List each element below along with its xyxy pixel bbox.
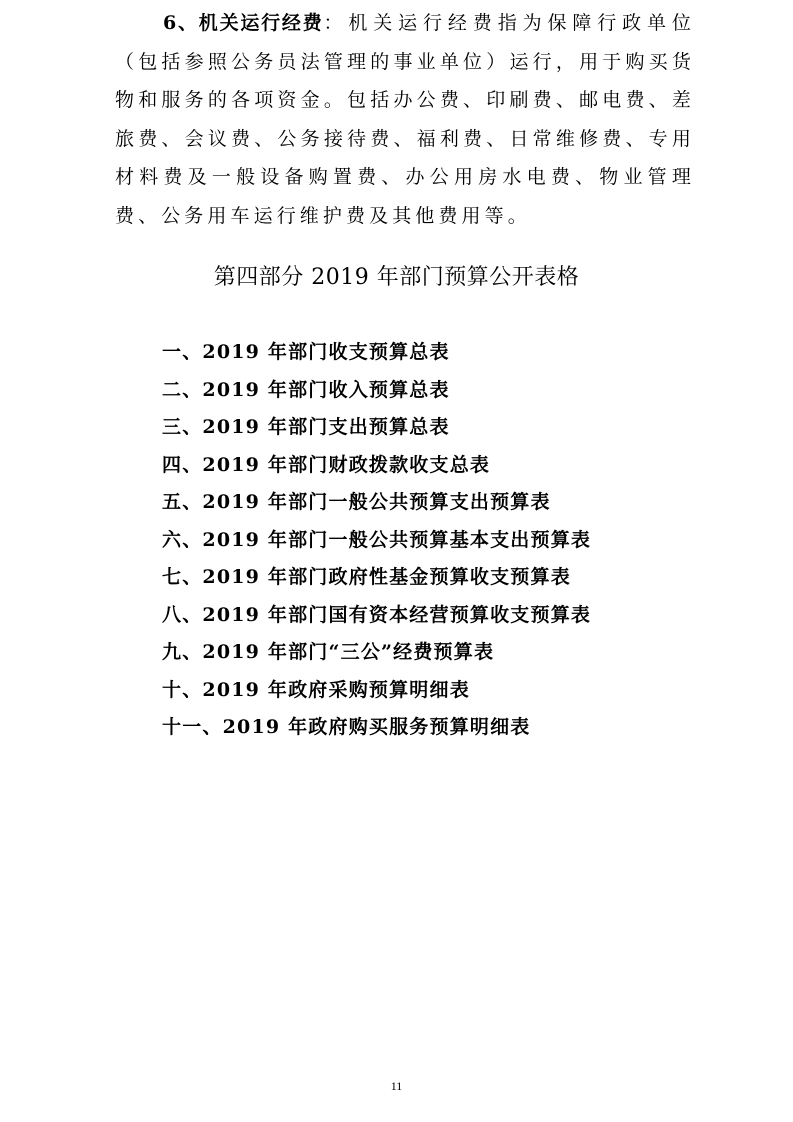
table-list-item: 八、2019 年部门国有资本经营预算收支预算表 (162, 603, 592, 626)
table-list (162, 334, 682, 747)
page-number: 11 (390, 1079, 403, 1093)
section-title: 第四部分 2019 年部门预算公开表格 (213, 265, 580, 290)
table-list-item: 四、2019 年部门财政拨款收支总表 (162, 453, 491, 476)
table-list-item: 十、2019 年政府采购预算明细表 (162, 678, 470, 701)
table-list-item: 五、2019 年部门一般公共预算支出预算表 (162, 491, 551, 513)
term-label: 6、机关运行经费 (163, 12, 324, 34)
table-list-item: 二、2019 年部门收入预算总表 (162, 378, 450, 401)
table-list-item: 一、2019 年部门收支预算总表 (162, 341, 450, 363)
table-list-item: 七、2019 年部门政府性基金预算收支预算表 (162, 566, 571, 588)
operating-expenses-paragraph (115, 4, 695, 236)
table-list-item: 三、2019 年部门支出预算总表 (162, 416, 450, 438)
term-separator: ： (323, 12, 349, 34)
table-list-item: 六、2019 年部门一般公共预算基本支出预算表 (162, 528, 592, 551)
term-definition: 机关运行经费指为保障行政单位（包括参照公务员法管理的事业单位）运行，用于购买货物和服务的各项资金。包括办公费、印刷费、邮电费、差旅费、会议费、公务接待费、福利费、日常维修费、专用材料费及一般设备购置费、办公用房水电费、物业管理费、公务用车运行维护费及其他费用等。 (115, 12, 695, 227)
table-list-item: 九、2019 年部门“三公”经费预算表 (162, 641, 495, 663)
table-list-item: 十一、2019 年政府购买服务预算明细表 (162, 716, 531, 738)
